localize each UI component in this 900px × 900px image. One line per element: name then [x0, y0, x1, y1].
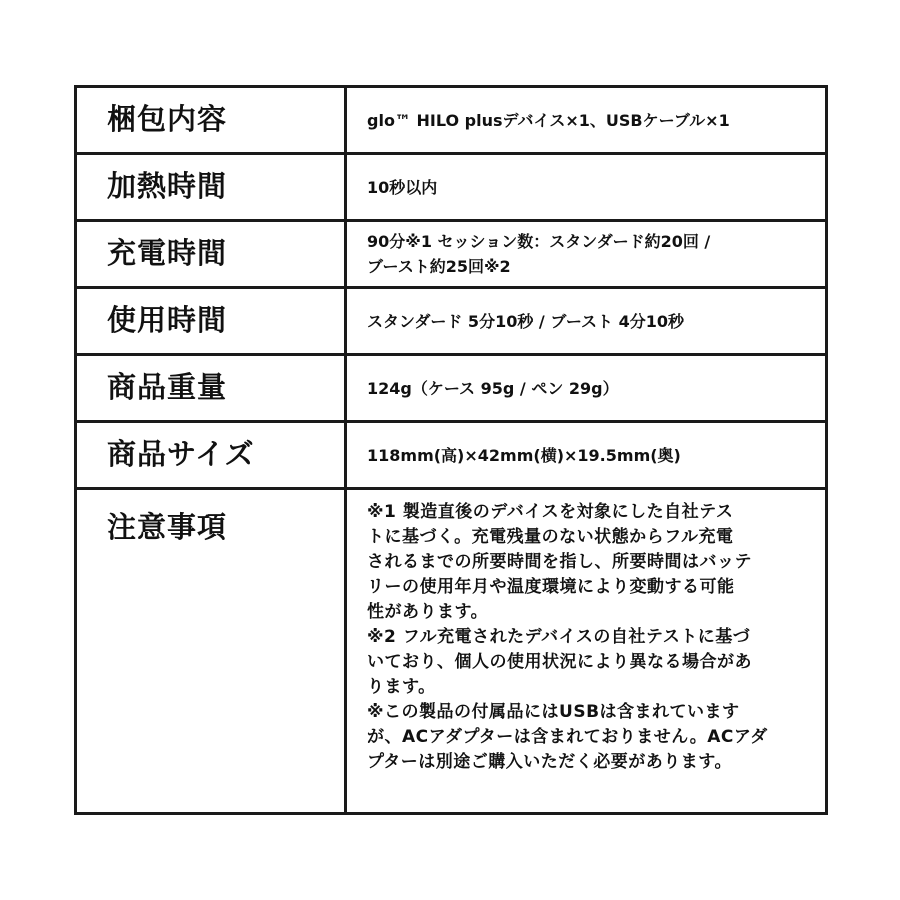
spec-row-charging-time: [76, 221, 827, 288]
spec-value: glo™ HILO plusデバイス×1、USBケーブル×1: [346, 87, 827, 154]
spec-label: 加熱時間: [76, 154, 346, 221]
spec-value: スタンダード 5分10秒 / ブースト 4分10秒: [346, 288, 827, 355]
notes-line: リーの使用年月や温度環境により変動する可能: [367, 577, 735, 597]
spec-row-weight: [76, 355, 827, 422]
notes-line: ※この製品の付属品にはUSBは含まれています: [367, 702, 740, 722]
spec-table: [74, 85, 828, 815]
spec-label: 使用時間: [76, 288, 346, 355]
spec-row-usage-time: [76, 288, 827, 355]
notes-line: ります。: [367, 677, 436, 697]
notes-line: が、ACアダプターは含まれておりません。ACアダ: [367, 727, 768, 747]
notes-line: ※2 フル充電されたデバイスの自社テストに基づ: [367, 627, 751, 647]
notes-line: プターは別途ご購入いただく必要があります。: [367, 752, 732, 772]
notes-text: [346, 489, 827, 814]
spec-value: 124g（ケース 95g / ペン 29g）: [346, 355, 827, 422]
notes-line: 性があります。: [367, 602, 489, 622]
spec-label: 商品サイズ: [76, 422, 346, 489]
spec-value-line: 90分※1 セッション数：スタンダード約20回 /: [367, 232, 711, 251]
spec-value: [346, 221, 827, 288]
spec-value: 118mm(高)×42mm(横)×19.5mm(奥): [346, 422, 827, 489]
spec-row-size: [76, 422, 827, 489]
notes-label: 注意事項: [76, 489, 346, 814]
spec-row-contents: [76, 87, 827, 154]
notes-line: されるまでの所要時間を指し、所要時間はバッテ: [367, 552, 752, 572]
spec-label: 充電時間: [76, 221, 346, 288]
notes-line: ※1 製造直後のデバイスを対象にした自社テス: [367, 502, 734, 522]
spec-value-line: ブースト約25回※2: [367, 257, 511, 276]
spec-row-notes: [76, 489, 827, 814]
spec-label: 商品重量: [76, 355, 346, 422]
spec-value: 10秒以内: [346, 154, 827, 221]
notes-line: トに基づく。充電残量のない状態からフル充電: [367, 527, 734, 547]
spec-label: 梱包内容: [76, 87, 346, 154]
spec-row-heating-time: [76, 154, 827, 221]
notes-line: いており、個人の使用状況により異なる場合があ: [367, 652, 752, 672]
